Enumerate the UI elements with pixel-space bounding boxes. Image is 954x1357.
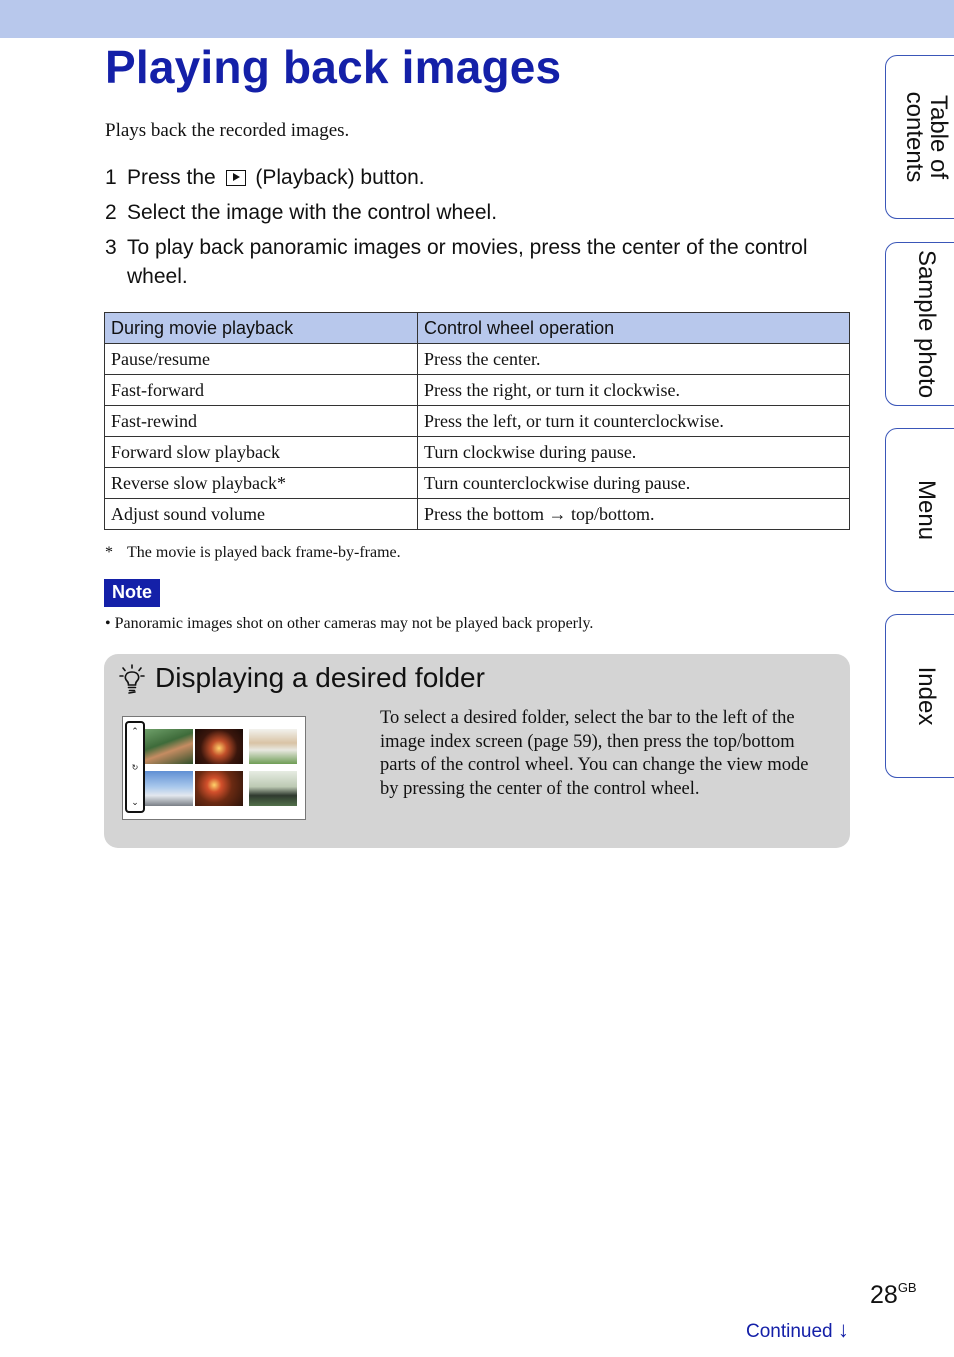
table-cell: Turn counterclockwise during pause. (418, 468, 850, 499)
table-row (105, 437, 850, 468)
footnote-text: The movie is played back frame-by-frame. (127, 544, 401, 561)
tip-title: Displaying a desired folder (155, 662, 485, 693)
page-number (870, 1280, 917, 1310)
column-header: During movie playback (105, 313, 418, 344)
step-3 (105, 233, 855, 291)
column-header: Control wheel operation (418, 313, 850, 344)
table-header-row (105, 313, 850, 344)
image-index-illustration (122, 716, 306, 820)
intro-text: Plays back the recorded images. (105, 120, 350, 141)
step-text: Select the image with the control wheel. (127, 201, 498, 224)
page-number-value: 28 (870, 1281, 898, 1309)
arrow-down-icon: ↓ (837, 1317, 849, 1342)
table-cell: Press the right, or turn it clockwise. (418, 375, 850, 406)
lightbulb-icon (118, 664, 146, 694)
table-cell: Press the left, or turn it counterclockwise. (418, 406, 850, 437)
step-2 (105, 198, 855, 227)
tab-label: Sample photo (913, 249, 940, 399)
tab-sample-photo[interactable] (885, 242, 954, 406)
playback-icon (226, 170, 246, 186)
tip-box (104, 654, 850, 848)
step-text (127, 163, 855, 192)
steps-list (105, 163, 855, 297)
continued-label: Continued (746, 1321, 833, 1342)
thumbnail-image (249, 729, 297, 764)
tab-menu[interactable] (885, 428, 954, 592)
page-number-suffix: GB (897, 1280, 917, 1295)
table-cell: Press the center. (418, 344, 850, 375)
table-cell: Fast-forward (105, 375, 418, 406)
table-row (105, 406, 850, 437)
thumbnail-image (145, 729, 193, 764)
folder-icon: ↻ (131, 763, 139, 772)
table-row (105, 375, 850, 406)
step-number: 1 (105, 166, 117, 189)
header-band (0, 0, 954, 38)
tab-table-of-contents[interactable] (885, 55, 954, 219)
table-row (105, 468, 850, 499)
tab-label: Table of contents (901, 91, 952, 183)
step-text: To play back panoramic images or movies, press the center of the control wheel. (127, 236, 808, 288)
step-number: 3 (105, 236, 117, 259)
page-title: Playing back images (105, 41, 562, 93)
table-cell: Forward slow playback (105, 437, 418, 468)
tab-label: Menu (913, 479, 940, 541)
tab-index[interactable] (885, 614, 954, 778)
table-row (105, 499, 850, 530)
thumbnail-image (249, 771, 297, 806)
chevron-up-icon: ⌃ (131, 726, 139, 736)
table-cell: Adjust sound volume (105, 499, 418, 530)
table-cell: Press the bottom → top/bottom. (418, 499, 850, 530)
tab-label: Index (913, 666, 940, 726)
thumbnail-image (195, 771, 243, 806)
table-cell: Turn clockwise during pause. (418, 437, 850, 468)
table-row (105, 344, 850, 375)
table-cell: Reverse slow playback* (105, 468, 418, 499)
tip-text: To select a desired folder, select the bar to the left of the image index screen (page 59), then press the top/bottom parts of the control wheel. You can change the view mode by pressing the center of the control wheel. (380, 708, 809, 799)
step-text-after: (Playback) button. (249, 166, 425, 189)
continued-link[interactable] (746, 1317, 849, 1343)
thumbnail-image (145, 771, 193, 806)
playback-operations-table (104, 312, 850, 530)
step-1 (105, 163, 855, 192)
step-text-before: Press the (127, 166, 222, 189)
footnote (105, 544, 401, 562)
table-cell: Pause/resume (105, 344, 418, 375)
step-number: 2 (105, 201, 117, 224)
chevron-down-icon: ⌄ (131, 797, 139, 807)
folder-bar (125, 721, 145, 813)
table-cell: Fast-rewind (105, 406, 418, 437)
thumbnail-image (195, 729, 243, 764)
note-badge: Note (104, 579, 160, 607)
footnote-mark: * (105, 544, 113, 561)
note-text: • Panoramic images shot on other cameras may not be played back properly. (105, 615, 594, 632)
